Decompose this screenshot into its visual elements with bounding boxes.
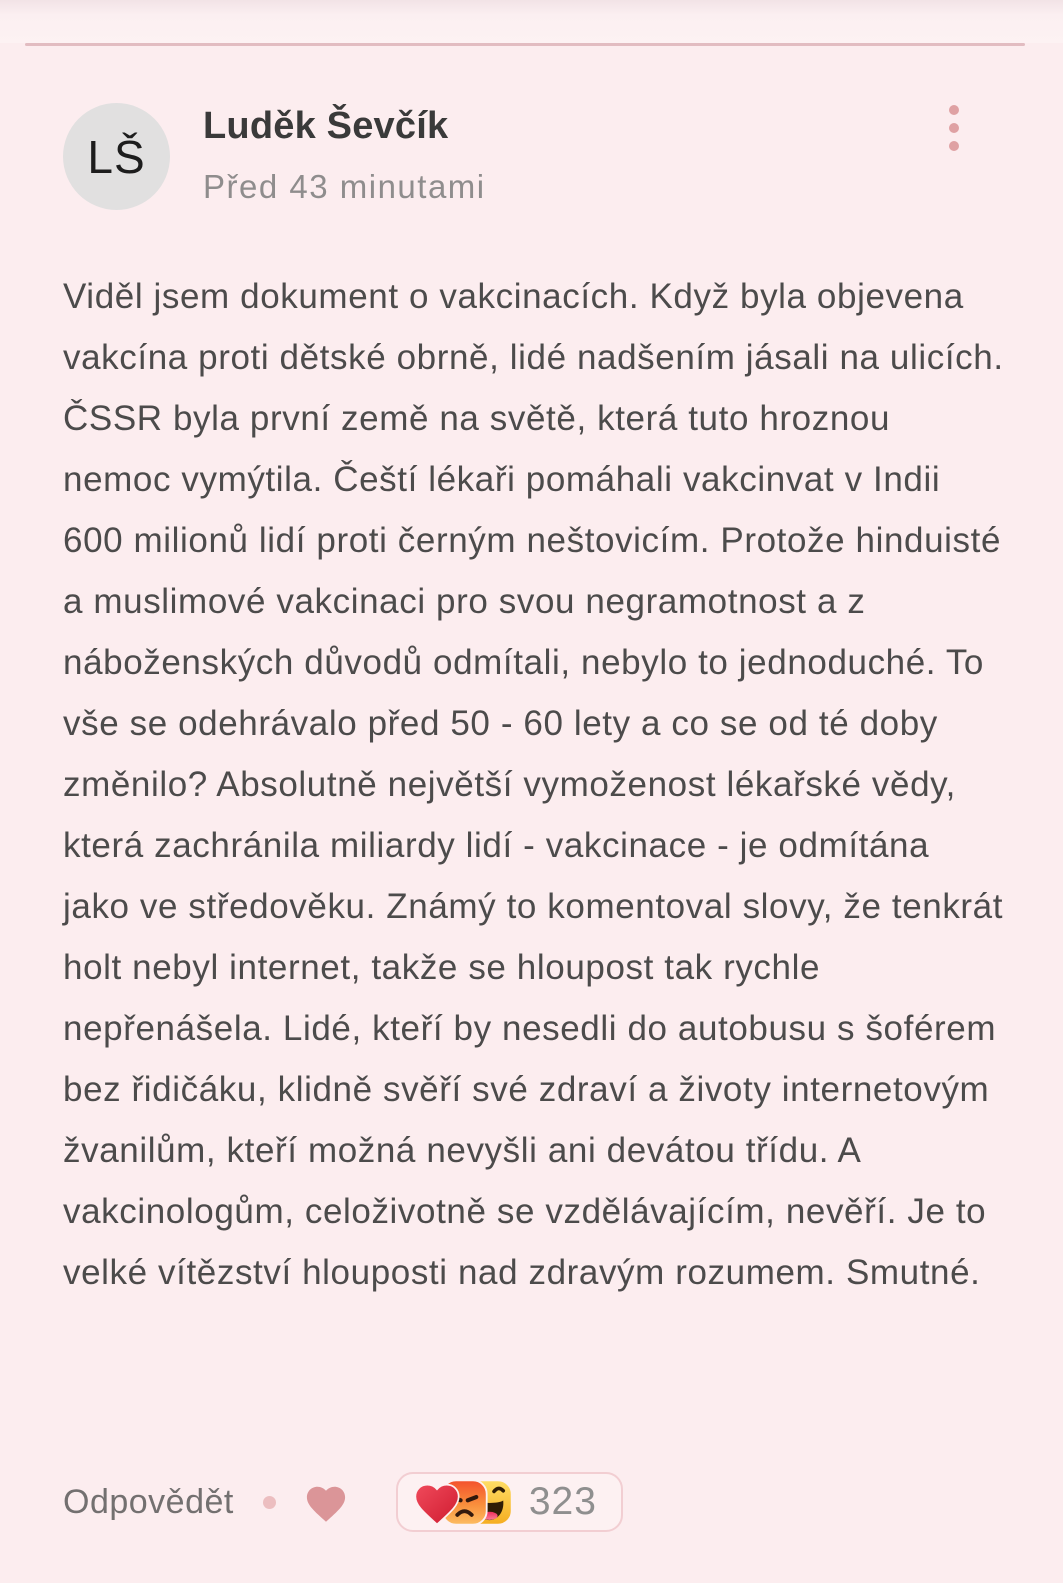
comment-header [63,103,1023,210]
kebab-dot [949,105,959,115]
kebab-dot [949,141,959,151]
author-block [203,103,486,206]
reactions-pill[interactable] [396,1472,623,1532]
kebab-menu-icon[interactable] [943,103,965,153]
reply-button[interactable]: Odpovědět [63,1482,234,1521]
comment [0,103,1063,1523]
comment-body-text: Viděl jsem dokument o vakcinacích. Když byla objevena vakcína proti dětské obrně, lidé nadšením jásali na ulicích. ČSSR byla první země na světě, která tuto hroznou nemoc vymýtila. Čeští lékaři pomáhali vakcinvat v Indii 600 milionů lidí proti černým neštovicím. Protože hinduisté a muslimové vakcinaci pro svou negramotnost a z náboženských důvodů odmítali, nebylo to jednoduché. To vše se odehrávalo před 50 - 60 lety a co se od té doby změnilo? Absolutně největší vymoženost lékařské vědy, která zachránila miliardy lidí - vakcinace - je odmítána jako ve středověku. Známý to komentoval slovy, že tenkrát holt nebyl internet, takže se hloupost tak rychle nepřenášela. Lidé, kteří by nesedli do autobusu s šoférem bez řidičáku, klidně svěří své zdraví a životy internetovým žvanilům, kteří možná nevyšli ani devátou třídu. A vakcinologům, celoživotně se vzdělávajícím, nevěří. Je to velké vítězství hlouposti nad zdravým rozumem. Smutné. [63,277,1004,1292]
comment-timestamp: Před 43 minutami [203,168,486,205]
love-heart-emoji-icon [411,1478,463,1526]
like-heart-button[interactable] [303,1481,349,1523]
avatar[interactable] [63,103,170,210]
author-name: Luděk Ševčík [203,105,449,147]
kebab-dot [949,123,959,133]
comment-footer [63,1472,623,1532]
comment-divider [25,43,1025,46]
reaction-emoji-stack [411,1478,513,1526]
top-shadow-strip [0,0,1063,43]
separator-dot [263,1496,276,1509]
reaction-count: 323 [528,1480,597,1523]
heart-icon [303,1481,349,1523]
avatar-initials: LŠ [87,130,146,183]
